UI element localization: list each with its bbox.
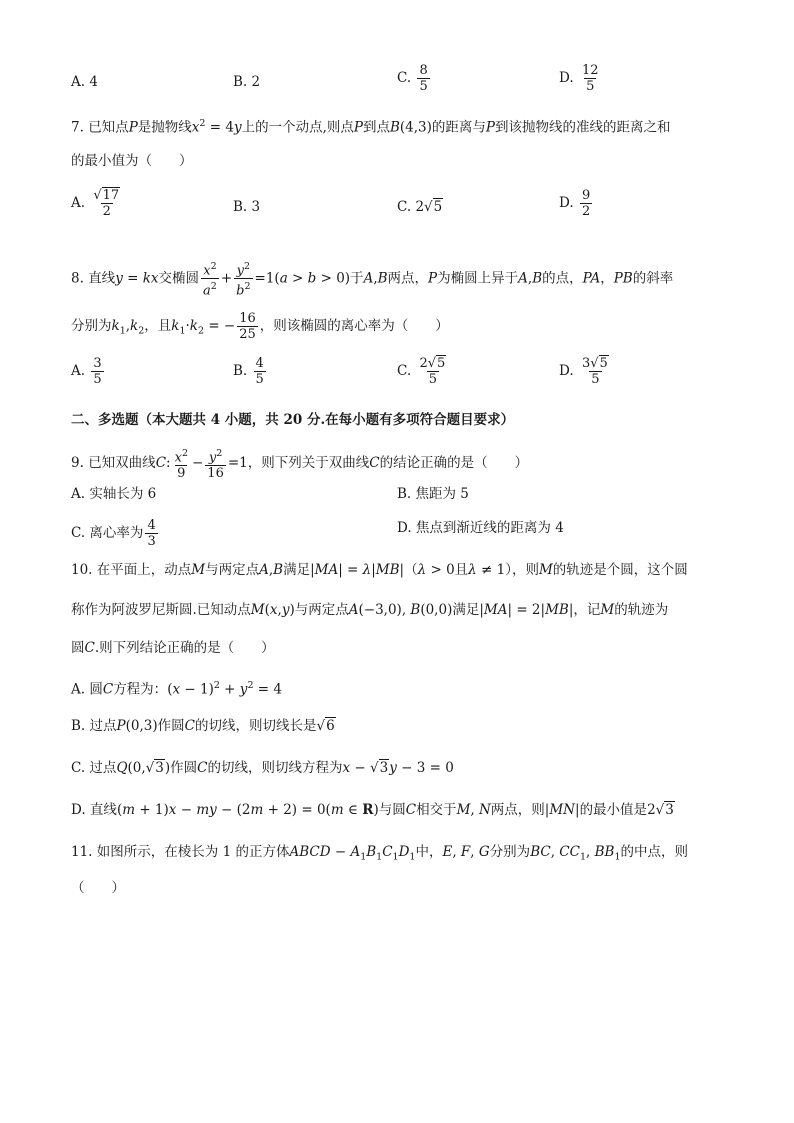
q7-stem: 7. 已知点P是抛物线$x^2 = 4y$上的一个动点,则点P到点B(4,3)的距离与P到该抛物线的准线的距离之和 — [71, 118, 671, 136]
q10-option-b: B. 过点P(0,3)作圆C的切线，则切线长是√6 — [71, 718, 335, 734]
q10-option-c: C. 过点Q(0,√3)作圆C的切线，则切线方程为x − √3y − 3 = 0 — [71, 760, 454, 776]
q8-option-c: C. $\frac{2√5}{5}$ — [397, 356, 446, 387]
q10-stem: 10. 在平面上，动点M与两定点A,B满足|MA| = λ|MB|（λ > 0且λ ≠ 1），则M的轨迹是个圆，这个圆 — [71, 562, 688, 578]
q8-stem: 8. 直线y = kx交椭圆 $\frac{x^2}{a^2}$ + $\frac{y^2}{b^2}$ =1(a > b > 0)于A,B两点，P为椭圆上异于A,B的点，PA，PB的斜率 — [71, 261, 674, 299]
q9-option-c: C. 离心率为 $\frac{4}{3}$ — [71, 518, 156, 549]
section-header-multi-choice: 二、多选题（本大题共 4 小题，共 20 分.在每小题有多项符合题目要求） — [71, 412, 515, 428]
q10-stem-line3: 圆C.则下列结论正确的是（ ） — [71, 640, 275, 656]
q7-option-c: C. 2√5 — [397, 199, 443, 215]
q8-option-d: D. $\frac{3√5}{5}$ — [559, 356, 608, 387]
q7-option-a: A. $\frac{√17}{2}$ — [71, 188, 120, 219]
q9-option-b: B. 焦距为 5 — [397, 486, 469, 502]
q7-stem-line2: 的最小值为（ ） — [71, 153, 193, 169]
q10-option-d: D. 直线(m + 1)x − my − (2m + 2) = 0(m ∈ R)与圆C相交于M, N两点，则|MN|的最小值是2√3 — [71, 802, 674, 818]
q8-option-a: A. $\frac{3}{5}$ — [71, 356, 102, 387]
q6-option-a: A. 4 — [71, 74, 98, 90]
q7-option-d: D. $\frac{9}{2}$ — [559, 188, 591, 219]
q10-stem-line2: 称作为阿波罗尼斯圆.已知动点M(x,y)与两定点A(−3,0), B(0,0)满足|MA| = 2|MB|，记M的轨迹为 — [71, 602, 669, 618]
q9-option-a: A. 实轴长为 6 — [71, 486, 157, 502]
q11-stem-line2: （ ） — [71, 880, 125, 896]
q10-option-a: A. 圆C方程为：$(x - 1)^2 + y^2 = 4$ — [71, 680, 282, 698]
q6-option-c: C. $\frac{8}{5}$ — [397, 63, 428, 94]
q9-stem: 9. 已知双曲线C: $\frac{x^2}{9}$ − $\frac{y^2}{16}$ =1，则下列关于双曲线C的结论正确的是（ ） — [71, 448, 529, 482]
q7-option-b: B. 3 — [233, 199, 261, 215]
q6-option-b: B. 2 — [233, 74, 261, 90]
q8-stem-line2: 分别为$k_1,k_2$，且$k_1\cdot k_2$ = − $\frac{16}{25}$ ，则该椭圆的离心率为（ ） — [71, 311, 449, 342]
q8-option-b: B. $\frac{4}{5}$ — [233, 356, 264, 387]
q9-option-d: D. 焦点到渐近线的距离为 4 — [397, 520, 564, 536]
q11-stem: 11. 如图所示，在棱长为 1 的正方体ABCD − $A_1B_1C_1D_1$中，E, F, G分别为BC, $CC_1$, $BB_1$的中点，则 — [71, 844, 688, 863]
q6-option-d: D. $\frac{12}{5}$ — [559, 63, 599, 94]
